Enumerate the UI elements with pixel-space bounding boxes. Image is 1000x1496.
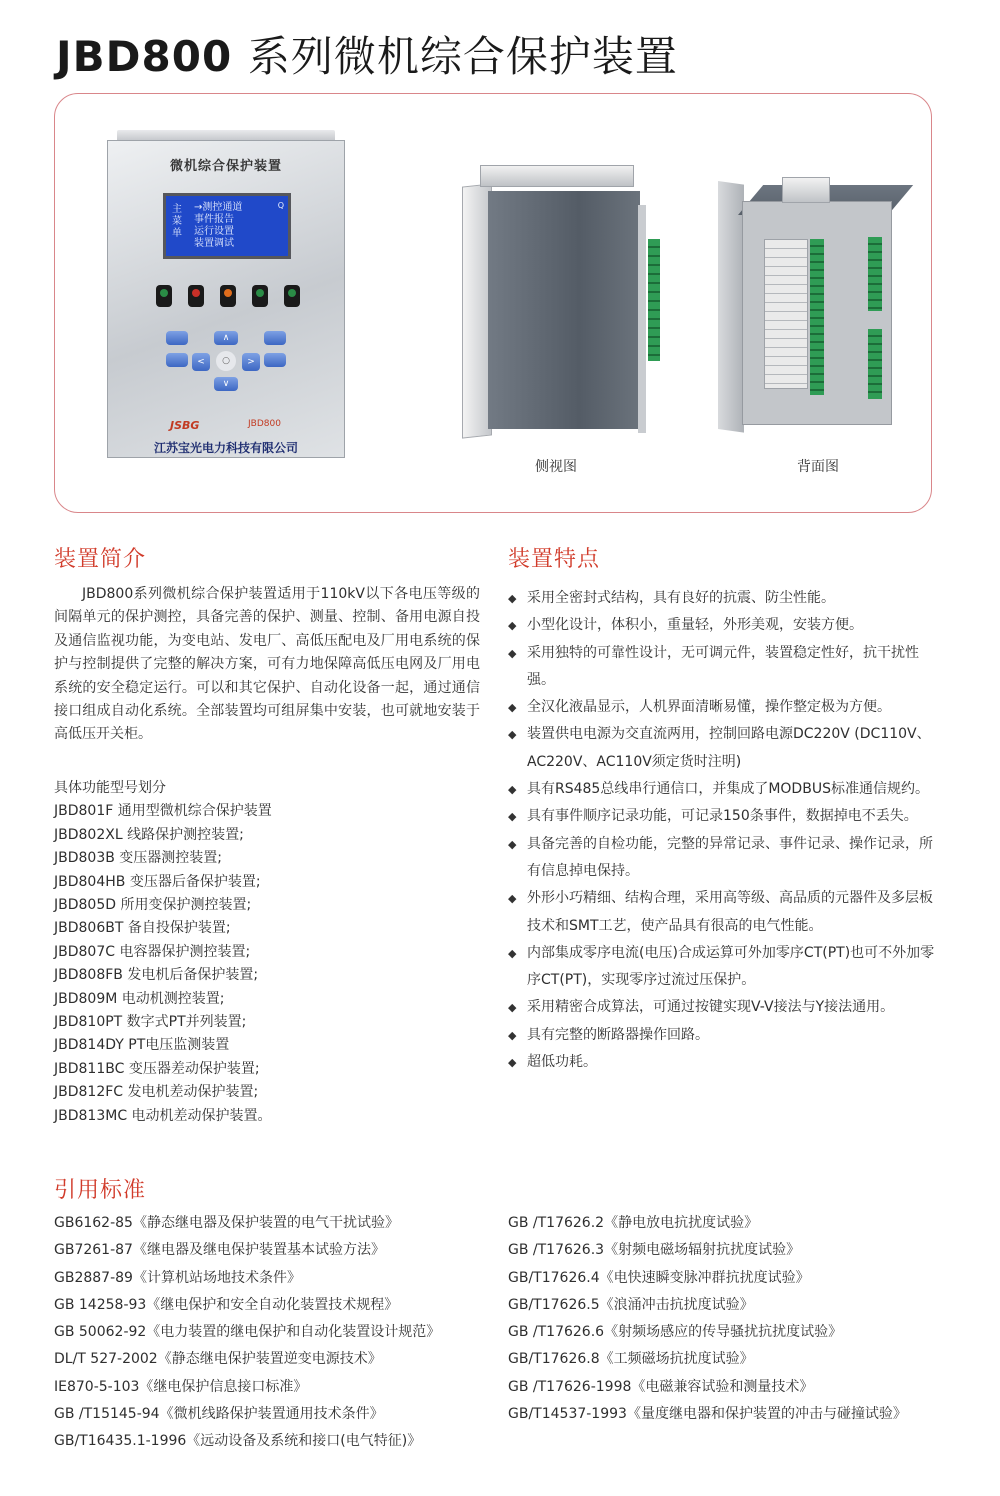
model-item: JBD807C 电容器保护测控装置;: [54, 943, 251, 960]
feature-list: [508, 585, 936, 1076]
brand-logo: JSBG: [170, 419, 200, 432]
keypad-key: [166, 331, 188, 345]
led-trip-indicator: [188, 285, 204, 307]
led-alarm-indicator: [220, 285, 236, 307]
lcd-main-menu: 主菜单: [172, 204, 182, 239]
standard-item: GB /T17626.2《静电放电抗扰度试验》: [508, 1215, 759, 1231]
feature-item: ◆ 装置供电电源为交直流两用，控制回路电源DC220V (DC110V、AC220V、AC110V须定货时注明): [508, 721, 936, 776]
standard-item: GB7261-87《继电器及继电保护装置基本试验方法》: [54, 1242, 385, 1259]
feature-item: ◆ 采用全密封式结构，具有良好的抗震、防尘性能。: [508, 585, 936, 612]
model-item: JBD811BC 变压器差动保护装置;: [54, 1060, 260, 1077]
model-item: JBD814DY PT电压监测装置: [54, 1037, 230, 1054]
model-item: JBD805D 所用变保护测控装置;: [54, 897, 252, 914]
front-panel: [107, 140, 345, 458]
title-name: 系列微机综合保护装置: [247, 32, 678, 81]
feature-item: ◆ 超低功耗。: [508, 1049, 936, 1076]
device-front-view: [107, 130, 345, 458]
standards-list-left: [54, 1210, 440, 1456]
lcd-line: →测控通道: [194, 202, 243, 213]
up-arrow-icon: ∧: [214, 331, 238, 345]
model-list: [54, 777, 484, 1128]
device-side-view: [462, 165, 672, 437]
title-model: JBD800: [56, 32, 233, 81]
model-item: JBD804HB 变压器后备保护装置;: [54, 873, 261, 890]
caption-rear-view: 背面图: [797, 459, 839, 475]
side-housing: [488, 191, 640, 429]
standard-item: GB 14258-93《继电保护和安全自动化装置技术规程》: [54, 1296, 399, 1313]
feature-item: ◆ 具有RS485总线串行通信口，并集成了MODBUS标准通信规约。: [508, 776, 936, 803]
caption-side-view: 侧视图: [535, 459, 577, 475]
terminal-block: [868, 329, 882, 399]
side-flange: [638, 205, 646, 433]
feature-item: ◆ 全汉化液晶显示，人机界面清晰易懂，操作整定极为方便。: [508, 694, 936, 721]
model-item: JBD801F 通用型微机综合保护装置: [54, 803, 272, 820]
standard-item: GB /T17626.3《射频电磁场辐射抗扰度试验》: [508, 1242, 801, 1259]
brand-model: JBD800: [248, 419, 281, 429]
keypad-key: [166, 353, 188, 367]
down-arrow-icon: ∨: [214, 377, 238, 391]
navigation-keypad: [166, 331, 286, 395]
device-rear-view: [718, 177, 898, 429]
standard-item: GB /T17626.6《射频场感应的传导骚扰抗扰度试验》: [508, 1324, 843, 1341]
feature-item: ◆ 采用精密合成算法，可通过按键实现V-V接法与Y接法通用。: [508, 994, 936, 1021]
lcd-menu-list: [194, 202, 242, 250]
lcd-line: 事件报告: [194, 214, 234, 225]
panel-title: 微机综合保护装置: [169, 159, 282, 174]
keypad-key: [264, 353, 286, 367]
standard-item: GB6162-85《静态继电器及保护装置的电气干扰试验》: [54, 1215, 399, 1231]
features-heading: 装置特点: [508, 547, 601, 572]
feature-item: ◆ 具备完善的自检功能，完整的异常记录、事件记录、操作记录，所有信息掉电保持。: [508, 831, 936, 886]
standard-item: GB/T16435.1-1996《远动设备及系统和接口(电气特征)》: [54, 1433, 422, 1450]
standard-item: GB /T15145-94《微机线路保护装置通用技术条件》: [54, 1406, 384, 1423]
standards-list-right: [508, 1210, 907, 1428]
terminal-block: [648, 239, 660, 361]
keypad-key: [264, 331, 286, 345]
standard-item: GB /T17626-1998《电磁兼容试验和测量技术》: [508, 1378, 814, 1395]
terminal-block: [810, 239, 824, 395]
side-top-rail: [480, 165, 634, 187]
led-comm-indicator: [252, 285, 268, 307]
feature-item: ◆ 具有完整的断路器操作回路。: [508, 1022, 936, 1049]
company-name: 江苏宝光电力科技有限公司: [153, 441, 298, 455]
rear-side-panel: [718, 181, 744, 433]
lcd-line: 运行设置: [194, 226, 234, 237]
standard-item: GB/T17626.8《工频磁场抗扰度试验》: [508, 1351, 754, 1368]
model-item: JBD810PT 数字式PT并列装置;: [54, 1014, 247, 1031]
rear-rail: [782, 177, 830, 203]
standards-heading: 引用标准: [54, 1178, 147, 1203]
indicator-leds: [156, 285, 300, 307]
ok-button-icon: ○: [216, 351, 236, 371]
feature-item: ◆ 具有事件顺序记录功能，可记录150条事件，数据掉电不丢失。: [508, 803, 936, 830]
model-item: JBD802XL 线路保护测控装置;: [54, 826, 244, 843]
terminal-block: [868, 237, 882, 311]
intro-text: [54, 583, 480, 747]
model-item: JBD806BT 备自投保护装置;: [54, 920, 231, 937]
left-arrow-icon: <: [192, 353, 210, 371]
model-item: JBD803B 变压器测控装置;: [54, 850, 223, 867]
lcd-screen: [163, 193, 291, 259]
standard-item: GB/T17626.4《电快速瞬变脉冲群抗扰度试验》: [508, 1269, 810, 1286]
model-item: JBD812FC 发电机差动保护装置;: [54, 1084, 259, 1101]
led-run-indicator: [156, 285, 172, 307]
model-list-heading: 具体功能型号划分: [54, 780, 166, 796]
lcd-corner-mark: Q: [277, 201, 284, 210]
led-spare-indicator: [284, 285, 300, 307]
standard-item: GB/T14537-1993《量度继电器和保护装置的冲击与碰撞试验》: [508, 1406, 907, 1423]
intro-heading: 装置简介: [54, 547, 147, 572]
intro-paragraph: JBD800系列微机综合保护装置适用于110kV以下各电压等级的间隔单元的保护测控，具备完善的保护、测量、控制、备用电源自投及通信监视功能，为变电站、发电厂、高低压配电及厂用电系统的保护与控制提供了完整的解决方案，可有力地保障高低压电网及厂用电系统的安全稳定运行。可以和其它保护、自动化设备一起，通过通信接口组成自动化系统。全部装置均可组屏集中安装，也可就地安装于高低压开关柜。: [54, 586, 480, 743]
model-item: JBD809M 电动机测控装置;: [54, 990, 225, 1007]
standard-item: GB2887-89《计算机站场地技术条件》: [54, 1269, 301, 1286]
model-item: JBD813MC 电动机差动保护装置。: [54, 1107, 272, 1124]
right-arrow-icon: >: [242, 353, 260, 371]
standard-item: GB/T17626.5《浪涌冲击抗扰度试验》: [508, 1296, 754, 1313]
feature-item: ◆ 外形小巧精细、结构合理，采用高等级、高品质的元器件及多层板技术和SMT工艺，使产品具有很高的电气性能。: [508, 885, 936, 940]
standard-item: GB 50062-92《电力装置的继电保护和自动化装置设计规范》: [54, 1324, 441, 1341]
page-title: [56, 24, 678, 84]
lcd-line: 装置调试: [194, 238, 234, 249]
standard-item: DL/T 527-2002《静态继电保护装置逆变电源技术》: [54, 1351, 382, 1368]
feature-item: ◆ 内部集成零序电流(电压)合成运算可外加零序CT(PT)也可不外加零序CT(PT)，实现零序过流过压保护。: [508, 940, 936, 995]
feature-item: ◆ 小型化设计，体积小，重量轻，外形美观，安装方便。: [508, 612, 936, 639]
model-item: JBD808FB 发电机后备保护装置;: [54, 967, 259, 984]
feature-item: ◆ 采用独特的可靠性设计，无可调元件，装置稳定性好，抗干扰性强。: [508, 640, 936, 695]
standard-item: IE870-5-103《继电保护信息接口标准》: [54, 1378, 308, 1395]
rear-terminal-label: [764, 239, 808, 389]
